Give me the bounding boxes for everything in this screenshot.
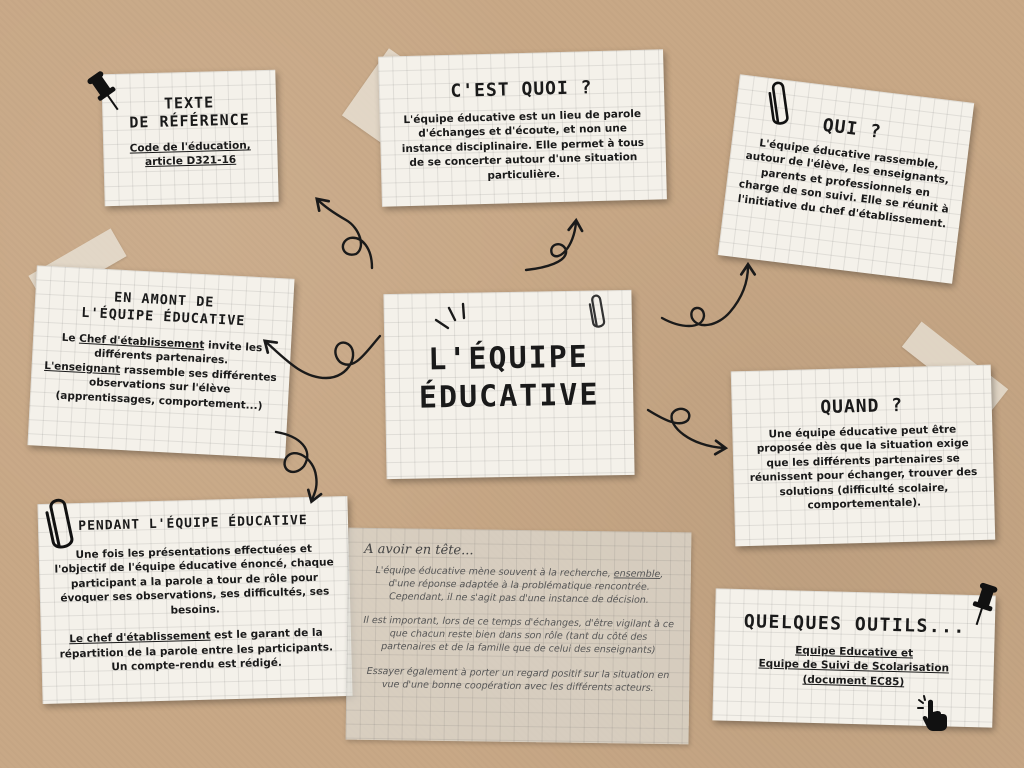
card-title: EN AMONT DE L'ÉQUIPE ÉDUCATIVE — [80, 289, 246, 330]
card-text: Le chef d'établissement est le garant de la répartition de la parole entre les participants. Un compte-rendu est rédigé. — [59, 627, 334, 674]
push-pin-icon — [86, 70, 122, 114]
card-text: Il est important, lors de ce temps d'échanges, d'être vigilant à ce que chacun reste bien dans son rôle (tant du côté des partenaires et de la famille que de celui des enseignants) — [363, 615, 675, 656]
card-pendant — [37, 496, 352, 704]
card-texte-de-reference — [101, 70, 278, 207]
card-text: Le Chef d'établissement invite les différents partenaires. L'enseignant rassemble ses différentes observations sur l'élève (apprentissages, comportement...) — [44, 331, 277, 413]
card-en-amont — [27, 265, 294, 458]
card-title: QUELQUES OUTILS... — [743, 611, 967, 638]
card-cest-quoi — [378, 49, 667, 206]
card-quelques-outils — [712, 588, 995, 727]
paperclip-icon — [44, 490, 78, 552]
push-pin-icon — [966, 582, 1002, 626]
card-title: PENDANT L'ÉQUIPE ÉDUCATIVE — [78, 513, 308, 535]
card-title: TEXTE DE RÉFÉRENCE — [129, 93, 250, 132]
arrow-to-reference — [318, 200, 372, 268]
card-text: L'équipe éducative mène souvent à la recherche, ensemble, d'une réponse adaptée à la problématique rencontrée. Cependant, il ne s'agit pas d'une instance de décision. — [375, 564, 664, 606]
arrow-to-qui — [662, 266, 748, 326]
arrow-to-cest-quoi — [526, 222, 576, 270]
card-text: Essayer également à porter un regard positif sur la situation en vue d'une bonne coopération avec les différents acteurs. — [366, 665, 670, 694]
paperclip-icon — [768, 74, 792, 128]
card-title: A avoir en tête... — [364, 541, 474, 559]
card-text: Une équipe éducative peut être proposée dès que la situation exige que les différents partenaires se réunissent pour échanger, trouver des solutions (difficulté scolaire, comportementale). — [749, 423, 978, 512]
card-title: QUI ? — [821, 114, 883, 143]
card-text: L'équipe éducative rassemble, autour de l'élève, les enseignants, parents et professionnels en charge de son suivi. Elle se réunit à l'initiative du chef d'établissement. — [737, 137, 950, 231]
outils-link[interactable]: Equipe Educative et Equipe de Suivi de Scolarisation (document EC85) — [758, 644, 950, 689]
paperclip-icon — [588, 290, 608, 330]
central-title: L'ÉQUIPE ÉDUCATIVE — [418, 339, 600, 416]
card-qui — [718, 74, 974, 283]
pointing-hand-icon — [916, 694, 950, 732]
card-quand — [731, 365, 995, 547]
arrow-to-quand — [648, 409, 724, 448]
card-text: L'équipe éducative est un lieu de parole d'échanges et d'écoute, et non une instance disciplinaire. Elle permet à tous de se concerter autour d'une situation particulière. — [401, 107, 645, 182]
enseignant-link: L'enseignant — [44, 359, 121, 376]
chef-etablissement-link: Le chef d'établissement — [69, 630, 211, 646]
chef-etablissement-link: Chef d'établissement — [78, 332, 205, 351]
card-title: QUAND ? — [820, 394, 904, 419]
card-title: C'EST QUOI ? — [450, 77, 593, 102]
card-a-avoir-en-tete — [346, 528, 692, 745]
reference-link[interactable]: Code de l'éducation, article D321-16 — [129, 139, 251, 169]
card-text: Une fois les présentations effectuées et l'objectif de l'équipe éducative énoncé, chaque participant a la parole a tour de rôle pour évoquer ses observations, ses difficultés, ses besoins. — [54, 542, 334, 617]
